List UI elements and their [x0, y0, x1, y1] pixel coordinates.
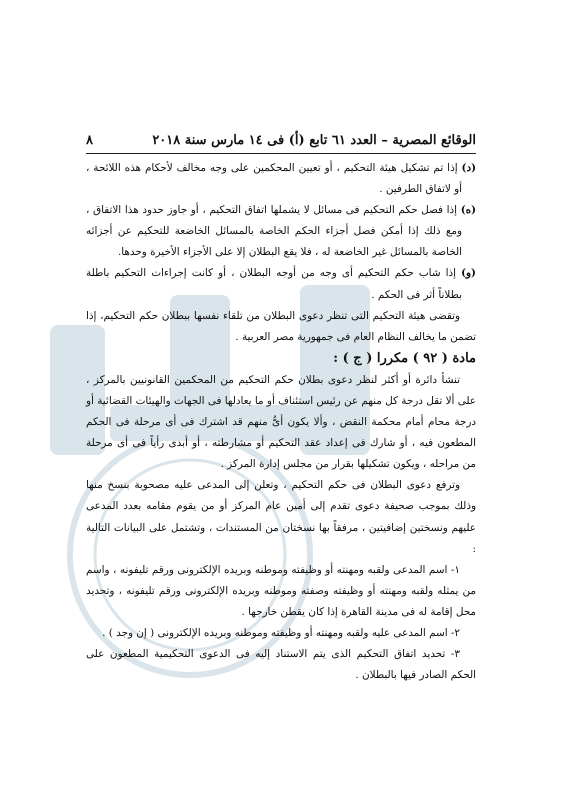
item-text: إذا تم تشكيل هيئة التحكيم ، أو تعيين المحكمين على وجه مخالف لأحكام هذه اللائحة ، أو لاتفاق الطرفين . [86, 162, 462, 196]
numbered-item: ٢- اسم المدعى عليه ولقبه ومهنته أو وظيفته وموطنه وبريده الإلكترونى ( إن وجد ) . [102, 626, 460, 639]
item-text: إذا شاب حكم التحكيم أى وجه من أوجه البطلان ، أو كانت إجراءات التحكيم باطلة بطلاناً أثر فى الحكم . [86, 267, 462, 301]
article-heading: مادة ( ٩٢ ) مكررا ( ج ) : [333, 350, 476, 366]
header-title: الوقائع المصرية – العدد ٦١ تابع (أ) فى ١٤ مارس سنة ٢٠١٨ [152, 132, 476, 148]
item-text: إذا فصل حكم التحكيم فى مسائل لا يشملها اتفاق التحكيم ، أو جاوز حدود هذا الاتفاق ، ومع ذلك إذا أمكن فصل أجزاء الحكم الخاصة بالمسائل الخاضعة للتحكيم عن أجزائه الخاصة بالمسائل غير الخاضعة له ، فلا يقع البطلان إلا على الأجزاء الأخيرة وحدها. [86, 204, 462, 259]
page-header [86, 128, 476, 152]
numbered-item: ١- اسم المدعى ولقبه ومهنته أو وظيفته وموطنه وبريده الإلكترونى ورقم تليفونه ، واسم من يمثله ولقبه ومهنته أو وظيفته وصفته وموطنه وبريده الإلكترونى ورقم تليفونه ، وتحديد محل إقامة له فى مدينة القاهرة إذا كان يقطن خارجها . [86, 563, 476, 618]
header-divider [86, 153, 476, 154]
item-mark: (ه) [460, 204, 476, 217]
paragraph: وترفع دعوى البطلان فى حكم التحكيم ، وتعلن إلى المدعى عليه مصحوبة بنسخ منها وذلك بموجب صحيفة دعوى تقدم إلى أمين عام المركز أو من يقوم مقامه بعدد المدعى عليهم ونسختين إضافيتين ، مرفقاً بها نسختان من المستندات ، وتشتمل على البيانات التالية : [86, 479, 476, 555]
numbered-item: ٣- تحديد اتفاق التحكيم الذى يتم الاستناد إليه فى الدعوى التحكيمية المطعون على الحكم الصادر فيها بالبطلان . [86, 648, 476, 682]
paragraph: وتقضى هيئة التحكيم التى تنظر دعوى البطلان من تلقاء نفسها ببطلان حكم التحكيم، إذا تضمن ما يخالف النظام العام فى جمهورية مصر العربية . [86, 309, 476, 343]
paragraph: تنشأ دائرة أو أكثر لنظر دعوى بطلان حكم التحكيم من المحكمين القانونيين بالمركز ، على ألا تقل درجة كل منهم عن رئيس استئناف أو ما يعادلها فى الجهات والهيئات القضائية أو درجة محام أمام محكمة النقض ، وألا يكون أىُّ منهم قد اشترك فى أى مرحلة فى الحكم المطعون فيه ، أو شارك فى إعداد عقد التحكيم أو مشارطته ، أو أبدى رأياً فى أى مرحلة من مراحله ، ويكون تشكيلها بقرار من مجلس إدارة المركز . [86, 373, 476, 471]
item-mark: (د) [461, 162, 476, 174]
list-item [86, 158, 476, 200]
list-item [86, 200, 476, 263]
list-item [86, 263, 476, 305]
page-number: ٨ [86, 132, 93, 148]
document-body [86, 158, 476, 686]
item-mark: (و) [461, 267, 476, 280]
